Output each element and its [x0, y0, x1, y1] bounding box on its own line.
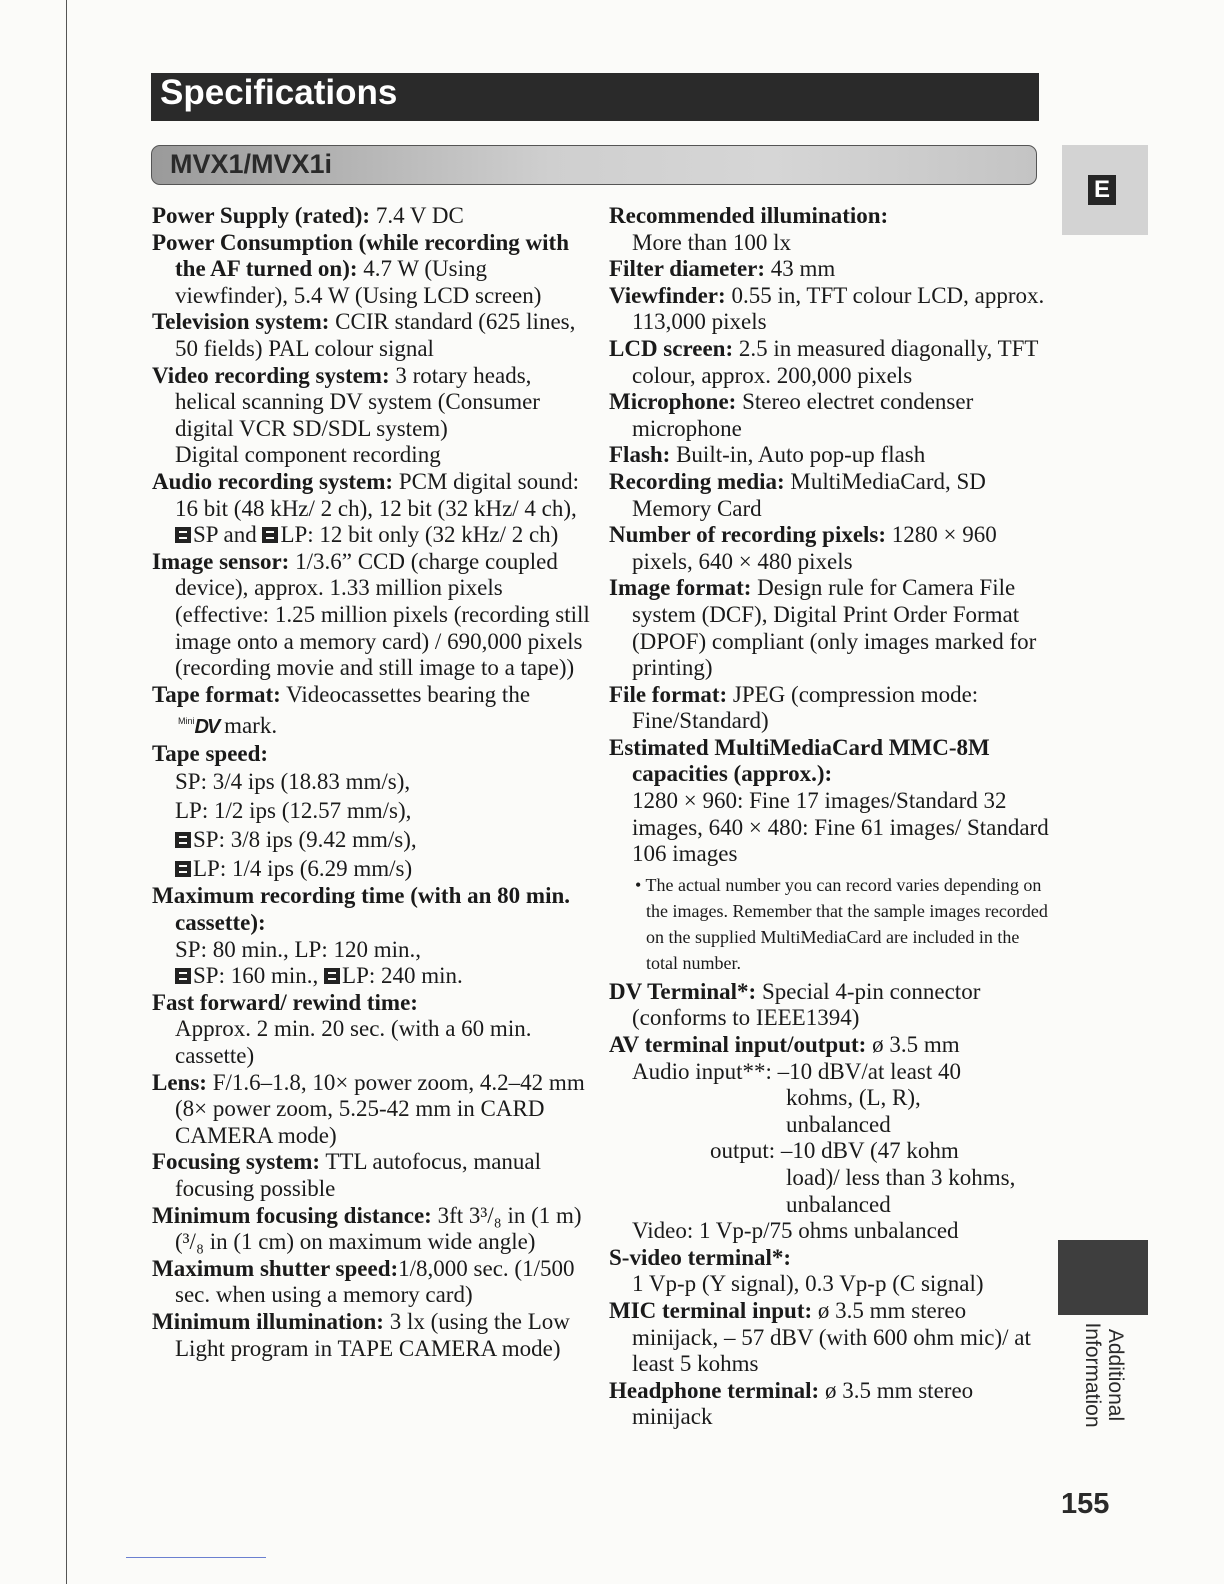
- spec-label: MIC terminal input:: [609, 1297, 813, 1323]
- section-label: [1081, 1322, 1127, 1427]
- recommended-illumination-value: More than 100 lx: [632, 229, 792, 255]
- spec-label: Image sensor:: [152, 548, 290, 574]
- spec-mic-terminal: [609, 1298, 1049, 1378]
- spec-viewfinder: [609, 283, 1049, 336]
- spec-headphone-terminal: [609, 1378, 1049, 1431]
- spec-label: AV terminal input/output:: [609, 1032, 867, 1058]
- spec-label: Minimum illumination:: [152, 1308, 384, 1334]
- spec-value: mark.: [218, 713, 278, 739]
- tape-speed-elp-text: LP: 1/4 ips (6.29 mm/s): [193, 856, 413, 882]
- spec-min-illumination: [152, 1309, 592, 1362]
- spec-television-system: [152, 309, 592, 362]
- spec-value: 1/8,000 sec. (1/500 sec. when using a memory card): [175, 1255, 575, 1308]
- max-recording-time-line-2: [152, 963, 592, 990]
- model-name: MVX1/MVX1i: [170, 149, 333, 179]
- left-column: [152, 203, 592, 1362]
- spec-av-terminal: [609, 1032, 1049, 1059]
- extended-mode-icon: [262, 527, 278, 543]
- spec-value: 2.5 in measured diagonally, TFT colour, approx. 200,000 pixels: [632, 335, 1039, 388]
- spec-value: 3 lx (using the Low Light program in TAPE CAMERA mode): [175, 1308, 570, 1361]
- spec-value: ø 3.5 mm: [866, 1032, 960, 1058]
- av-audio-output-line-2: load)/ less than 3 kohms,: [786, 1165, 1016, 1190]
- spec-power-consumption: [152, 230, 592, 310]
- spec-tape-format: [152, 682, 592, 741]
- spec-label: Tape format:: [152, 681, 281, 707]
- spec-label: Fast forward/ rewind time:: [152, 989, 418, 1015]
- title-bar: [151, 73, 1039, 121]
- extended-mode-icon: [175, 861, 191, 877]
- spec-flash: [609, 442, 1049, 469]
- spec-file-format: [609, 682, 1049, 735]
- spec-value: ø 3.5 mm stereo minijack, – 57 dBV (with 600 ohm mic)/ at least 5 kohms: [632, 1297, 1031, 1377]
- spec-value: 1280 × 960 pixels, 640 × 480 pixels: [632, 522, 997, 574]
- spec-label: File format:: [609, 681, 728, 707]
- spec-image-sensor: [152, 549, 592, 682]
- spec-label: Image format:: [609, 575, 752, 601]
- left-margin-rule: [66, 0, 67, 1584]
- spec-recommended-illumination: [609, 203, 1049, 230]
- section-tab: [1058, 1240, 1148, 1315]
- spec-value: 3ft 3³/₈ in (1 m) (³/₈ in (1 cm) on maximum wide angle): [175, 1202, 582, 1255]
- right-column: [609, 203, 1049, 1431]
- spec-label: Estimated MultiMediaCard MMC-8M capacities (approx.):: [609, 734, 990, 787]
- spec-recording-pixels: [609, 522, 1049, 575]
- spec-tape-speed: [152, 741, 592, 768]
- spec-label: Microphone:: [609, 389, 737, 415]
- spec-label: S-video terminal*:: [609, 1244, 792, 1270]
- spec-value: LP: 12 bit only (32 kHz/ 2 ch): [280, 522, 559, 548]
- spec-value: F/1.6–1.8, 10× power zoom, 4.2–42 mm (8× power zoom, 5.25-42 mm in CARD CAMERA mode): [175, 1069, 585, 1148]
- av-audio-output-line-3: unbalanced: [786, 1191, 891, 1217]
- spec-lcd-screen: [609, 336, 1049, 389]
- spec-value: Stereo electret condenser microphone: [632, 389, 974, 441]
- tape-speed-elp: [152, 854, 592, 883]
- spec-lens: [152, 1070, 592, 1150]
- max-recording-time-line-1: SP: 80 min., LP: 120 min.,: [175, 936, 422, 962]
- spec-video-recording-extra: Digital component recording: [175, 442, 441, 468]
- spec-focusing-system: [152, 1149, 592, 1202]
- extended-mode-icon: [175, 832, 191, 848]
- mmc-capacities-value: 1280 × 960: Fine 17 images/Standard 32 images, 640 × 480: Fine 61 images/ Standard 106 images: [632, 788, 1049, 867]
- spec-label: Viewfinder:: [609, 282, 726, 308]
- tape-speed-esp: [152, 825, 592, 854]
- spec-value: 4.7 W (Using viewfinder), 5.4 W (Using LCD screen): [175, 256, 542, 308]
- av-audio-input-line-2: kohms, (L, R),: [786, 1085, 921, 1111]
- bottom-margin-rule: [126, 1557, 266, 1558]
- spec-label: DV Terminal*:: [609, 978, 757, 1004]
- spec-value: ø 3.5 mm stereo minijack: [632, 1377, 974, 1430]
- spec-label: Number of recording pixels:: [609, 522, 887, 548]
- spec-value: Videocassettes bearing the: [280, 681, 531, 707]
- spec-label: Focusing system:: [152, 1149, 321, 1175]
- spec-microphone: [609, 389, 1049, 442]
- spec-value: 7.4 V DC: [370, 203, 464, 228]
- tape-speed-lp: LP: 1/2 ips (12.57 mm/s),: [175, 798, 412, 824]
- fast-forward-value: Approx. 2 min. 20 sec. (with a 60 min. cassette): [175, 1016, 532, 1069]
- tape-speed-sp: SP: 3/4 ips (18.83 mm/s),: [175, 769, 411, 795]
- language-letter: E: [1088, 175, 1116, 205]
- spec-recording-media: [609, 469, 1049, 522]
- spec-label: Power Supply (rated):: [152, 203, 371, 228]
- av-video-line: Video: 1 Vp-p/75 ohms unbalanced: [632, 1218, 959, 1244]
- spec-label: Television system:: [152, 309, 330, 335]
- spec-filter-diameter: [609, 256, 1049, 283]
- spec-label: Minimum focusing distance:: [152, 1202, 432, 1228]
- spec-max-shutter: [152, 1256, 592, 1309]
- page-title: Specifications: [160, 73, 398, 112]
- minidv-logo-big: DV: [194, 716, 219, 739]
- tape-speed-esp-text: SP: 3/8 ips (9.42 mm/s),: [193, 827, 417, 853]
- minidv-logo-small: Mini: [178, 716, 195, 727]
- spec-power-supply: [152, 203, 592, 230]
- spec-value: 1/3.6” CCD (charge coupled device), approx. 1.33 million pixels (effective: 1.25 million pixels (recording still image onto a memory card) / 690,000 pixels (recording movie and still image to a tape)): [175, 548, 590, 681]
- spec-label: Lens:: [152, 1069, 207, 1095]
- spec-dv-terminal: [609, 979, 1049, 1032]
- spec-value: TTL autofocus, manual focusing possible: [175, 1149, 542, 1201]
- language-tab: [1062, 145, 1148, 235]
- av-audio-input-line-1: Audio input**: –10 dBV/at least 40: [632, 1058, 962, 1084]
- spec-label: Recommended illumination:: [609, 203, 889, 228]
- minidv-logo-icon: [178, 708, 218, 741]
- extended-mode-icon: [175, 527, 191, 543]
- spec-max-recording-time: [152, 883, 592, 936]
- spec-label: Filter diameter:: [609, 256, 766, 282]
- extended-mode-icon: [175, 968, 191, 984]
- max-recording-esp: SP: 160 min.,: [193, 963, 325, 989]
- extended-mode-icon: [324, 968, 340, 984]
- spec-label: Video recording system:: [152, 362, 390, 388]
- spec-value: Design rule for Camera File system (DCF), Digital Print Order Format (DPOF) compliant (only images marked for printing): [632, 575, 1037, 681]
- spec-label: Flash:: [609, 442, 671, 468]
- spec-label: Maximum recording time (with an 80 min. cassette):: [152, 883, 571, 936]
- spec-fast-forward: [152, 990, 592, 1017]
- av-audio-output-line-1: output: –10 dBV (47 kohm: [710, 1138, 959, 1164]
- max-recording-elp: LP: 240 min.: [342, 963, 463, 989]
- spec-label: LCD screen:: [609, 335, 734, 361]
- spec-value: PCM digital sound: 16 bit (48 kHz/ 2 ch), 12 bit (32 kHz/ 4 ch),: [175, 468, 580, 521]
- model-bar: [151, 145, 1037, 185]
- spec-label: Headphone terminal:: [609, 1377, 820, 1403]
- spec-label: Power Consumption (while recording with the AF turned on):: [152, 229, 569, 282]
- page-number: 155: [1061, 1488, 1110, 1520]
- spec-value: 0.55 in, TFT colour LCD, approx. 113,000 pixels: [632, 282, 1045, 335]
- spec-mmc-capacities: [609, 735, 1049, 788]
- spec-value: JPEG (compression mode: Fine/Standard): [632, 681, 979, 734]
- spec-value: 43 mm: [765, 256, 836, 282]
- spec-image-format: [609, 575, 1049, 681]
- section-label-line-1: Additional: [1104, 1328, 1127, 1422]
- av-audio-input-line-3: unbalanced: [786, 1111, 891, 1137]
- spec-video-recording: [152, 363, 592, 443]
- spec-s-video: [609, 1245, 1049, 1272]
- spec-value: SP and: [193, 522, 263, 548]
- spec-label: Maximum shutter speed:: [152, 1255, 399, 1281]
- spec-label: Tape speed:: [152, 740, 269, 766]
- spec-value: Built-in, Auto pop-up flash: [670, 442, 926, 468]
- spec-value: CCIR standard (625 lines, 50 fields) PAL colour signal: [175, 309, 576, 361]
- s-video-value: 1 Vp-p (Y signal), 0.3 Vp-p (C signal): [632, 1271, 984, 1297]
- spec-label: Audio recording system:: [152, 468, 394, 494]
- spec-value: MultiMediaCard, SD Memory Card: [632, 468, 986, 521]
- spec-value: 3 rotary heads, helical scanning DV system (Consumer digital VCR SD/SDL system): [175, 362, 540, 441]
- section-label-line-2: Information: [1081, 1322, 1104, 1428]
- mmc-capacities-note: • The actual number you can record varies depending on the images. Remember that the sample images recorded on the supplied MultiMediaCard are included in the total number.: [635, 874, 1048, 973]
- spec-label: Recording media:: [609, 468, 785, 494]
- spec-min-focusing: [152, 1203, 592, 1256]
- spec-value: Special 4-pin connector (conforms to IEEE1394): [632, 978, 981, 1031]
- spec-audio-recording: [152, 469, 592, 549]
